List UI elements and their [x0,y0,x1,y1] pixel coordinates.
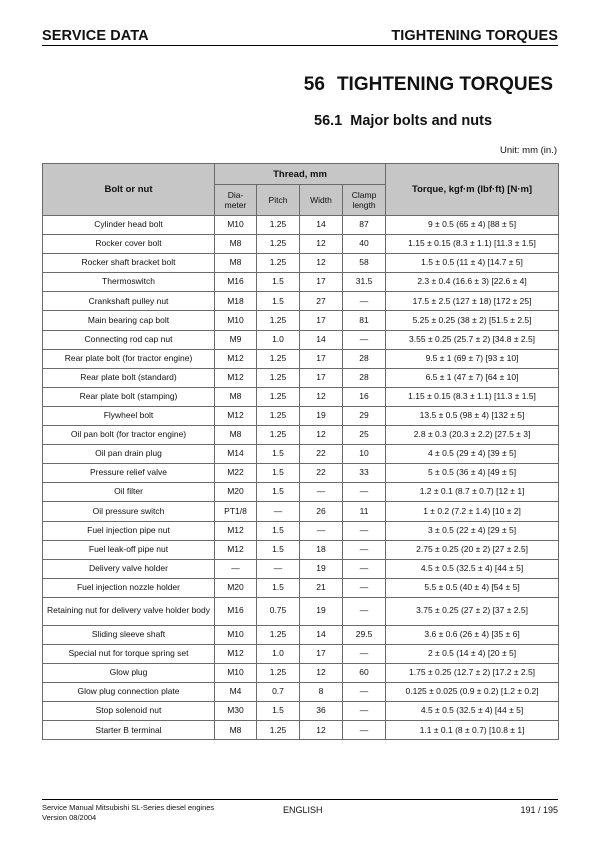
bolt-name-cell: Fuel injection pipe nut [43,521,215,540]
torque-value-cell: 4.5 ± 0.5 (32.5 ± 4) [44 ± 5] [386,702,559,721]
torque-value-cell: 4 ± 0.5 (29 ± 4) [39 ± 5] [386,445,559,464]
clamp-length-cell: 10 [343,445,386,464]
pitch-cell: 1.25 [257,254,300,273]
width-cell: 12 [300,235,343,254]
pitch-cell: 1.5 [257,292,300,311]
bolt-name-cell: Special nut for torque spring set [43,644,215,663]
torque-value-cell: 0.125 ± 0.025 (0.9 ± 0.2) [1.2 ± 0.2] [386,683,559,702]
clamp-length-cell: 28 [343,368,386,387]
diameter-cell: M8 [215,254,257,273]
bolt-name-cell: Cylinder head bolt [43,216,215,235]
bolt-name-cell: Fuel injection nozzle holder [43,578,215,597]
clamp-length-cell: 33 [343,464,386,483]
table-row [43,216,559,235]
table-row [43,235,559,254]
torque-value-cell: 1 ± 0.2 (7.2 ± 1.4) [10 ± 2] [386,502,559,521]
footer-page-number: 191 / 195 [520,805,558,815]
diameter-cell: M12 [215,406,257,425]
footer-manual-info [42,803,214,823]
thread-header: Thread, mm [215,164,386,185]
diameter-cell: M16 [215,597,257,625]
page-header [42,27,558,46]
bolt-name-cell: Oil filter [43,483,215,502]
bolt-name-cell: Oil pan drain plug [43,445,215,464]
torque-value-cell: 9 ± 0.5 (65 ± 4) [88 ± 5] [386,216,559,235]
clamp-length-cell: — [343,644,386,663]
width-cell: 19 [300,597,343,625]
footer-divider [42,799,558,800]
torque-table [42,163,559,740]
bolt-name-cell: Oil pan bolt (for tractor engine) [43,426,215,445]
bolt-name-cell: Rocker shaft bracket bolt [43,254,215,273]
diameter-cell: M10 [215,625,257,644]
footer-language: ENGLISH [283,805,323,815]
width-cell: — [300,521,343,540]
torque-value-cell: 3.75 ± 0.25 (27 ± 2) [37 ± 2.5] [386,597,559,625]
width-cell: 27 [300,292,343,311]
bolt-name-cell: Main bearing cap bolt [43,311,215,330]
diameter-cell: M10 [215,216,257,235]
diameter-cell: — [215,559,257,578]
torque-value-cell: 17.5 ± 2.5 (127 ± 18) [172 ± 25] [386,292,559,311]
section-number: 56.1 [314,113,343,129]
table-row [43,349,559,368]
clamp-length-cell: 29 [343,406,386,425]
clamp-length-cell: — [343,521,386,540]
width-header: Width [300,185,343,216]
pitch-cell: 1.5 [257,521,300,540]
pitch-cell: 1.5 [257,540,300,559]
header-right-title: TIGHTENING TORQUES [391,28,558,44]
width-cell: 18 [300,540,343,559]
pitch-cell: 1.5 [257,273,300,292]
torque-value-cell: 6.5 ± 1 (47 ± 7) [64 ± 10] [386,368,559,387]
clamp-length-cell: 40 [343,235,386,254]
chapter-number: 56 [303,74,325,95]
table-row [43,721,559,740]
width-cell: 21 [300,578,343,597]
clamp-length-cell: — [343,683,386,702]
width-cell: 12 [300,426,343,445]
clamp-length-cell: 31.5 [343,273,386,292]
bolt-name-cell: Pressure relief valve [43,464,215,483]
table-row [43,330,559,349]
clamp-length-cell: — [343,597,386,625]
chapter-title: TIGHTENING TORQUES [336,74,553,95]
clamp-length-cell: — [343,578,386,597]
table-row [43,387,559,406]
pitch-cell: 1.0 [257,330,300,349]
bolt-name-cell: Flywheel bolt [43,406,215,425]
clamp-length-cell: 25 [343,426,386,445]
bolt-name-cell: Rear plate bolt (standard) [43,368,215,387]
diameter-cell: M10 [215,664,257,683]
bolt-name-cell: Thermoswitch [43,273,215,292]
diameter-cell: M8 [215,235,257,254]
torque-value-cell: 9.5 ± 1 (69 ± 7) [93 ± 10] [386,349,559,368]
bolt-name-cell: Starter B terminal [43,721,215,740]
clamp-length-cell: 87 [343,216,386,235]
header-left-title: SERVICE DATA [42,28,149,44]
table-row [43,311,559,330]
pitch-cell: — [257,559,300,578]
pitch-cell: 1.0 [257,644,300,663]
table-row [43,483,559,502]
pitch-cell: 1.5 [257,702,300,721]
width-cell: 17 [300,273,343,292]
torque-value-cell: 1.5 ± 0.5 (11 ± 4) [14.7 ± 5] [386,254,559,273]
footer-version: Version 08/2004 [42,812,97,822]
width-cell: 12 [300,664,343,683]
diameter-cell: M8 [215,721,257,740]
width-cell: 22 [300,445,343,464]
bolt-name-cell: Crankshaft pulley nut [43,292,215,311]
table-row [43,502,559,521]
pitch-cell: 1.25 [257,721,300,740]
width-cell: — [300,483,343,502]
diameter-cell: M22 [215,464,257,483]
diameter-cell: M12 [215,368,257,387]
footer-manual-title: Service Manual Mitsubishi SL-Series diesel engines [42,803,215,812]
pitch-cell: 1.25 [257,349,300,368]
diameter-cell: PT1/8 [215,502,257,521]
table-row [43,368,559,387]
table-row [43,597,559,625]
table-row [43,406,559,425]
width-cell: 14 [300,330,343,349]
bolt-name-cell: Fuel leak-off pipe nut [43,540,215,559]
width-cell: 17 [300,311,343,330]
bolt-name-cell: Glow plug [43,664,215,683]
pitch-cell: 0.7 [257,683,300,702]
table-row [43,683,559,702]
table-row [43,273,559,292]
width-cell: 12 [300,721,343,740]
torque-value-cell: 2.75 ± 0.25 (20 ± 2) [27 ± 2.5] [386,540,559,559]
clamp-length-cell: 60 [343,664,386,683]
width-cell: 17 [300,349,343,368]
pitch-cell: 1.5 [257,464,300,483]
clamp-length-cell: — [343,540,386,559]
bolt-name-cell: Rear plate bolt (for tractor engine) [43,349,215,368]
pitch-cell: 1.25 [257,235,300,254]
table-header-row [43,164,559,185]
diameter-cell: M12 [215,349,257,368]
torque-header: Torque, kgf·m (lbf·ft) [N·m] [386,164,559,216]
diameter-cell: M30 [215,702,257,721]
torque-value-cell: 2.8 ± 0.3 (20.3 ± 2.2) [27.5 ± 3] [386,426,559,445]
clamp-length-cell: 58 [343,254,386,273]
diameter-cell: M8 [215,426,257,445]
table-row [43,644,559,663]
bolt-header: Bolt or nut [43,164,215,216]
torque-value-cell: 1.2 ± 0.1 (8.7 ± 0.7) [12 ± 1] [386,483,559,502]
clamp-length-cell: 29.5 [343,625,386,644]
width-cell: 19 [300,406,343,425]
table-row [43,664,559,683]
table-row [43,292,559,311]
pitch-cell: 1.5 [257,445,300,464]
width-cell: 12 [300,387,343,406]
bolt-name-cell: Rocker cover bolt [43,235,215,254]
bolt-name-cell: Retaining nut for delivery valve holder body [43,597,215,625]
pitch-cell: 1.5 [257,578,300,597]
diameter-cell: M20 [215,578,257,597]
unit-note: Unit: mm (in.) [500,145,557,156]
table-row [43,445,559,464]
diameter-cell: M10 [215,311,257,330]
torque-value-cell: 4.5 ± 0.5 (32.5 ± 4) [44 ± 5] [386,559,559,578]
table-row [43,702,559,721]
table-row [43,521,559,540]
clamp-header: Clamp length [343,185,386,216]
torque-value-cell: 3.55 ± 0.25 (25.7 ± 2) [34.8 ± 2.5] [386,330,559,349]
torque-value-cell: 13.5 ± 0.5 (98 ± 4) [132 ± 5] [386,406,559,425]
diameter-cell: M12 [215,540,257,559]
pitch-cell: — [257,502,300,521]
width-cell: 19 [300,559,343,578]
pitch-cell: 1.25 [257,426,300,445]
diameter-cell: M18 [215,292,257,311]
clamp-length-cell: — [343,559,386,578]
width-cell: 36 [300,702,343,721]
diameter-cell: M9 [215,330,257,349]
torque-table-body [43,216,559,740]
clamp-length-cell: — [343,702,386,721]
bolt-name-cell: Oil pressure switch [43,502,215,521]
torque-value-cell: 2 ± 0.5 (14 ± 4) [20 ± 5] [386,644,559,663]
clamp-length-cell: — [343,483,386,502]
torque-value-cell: 1.15 ± 0.15 (8.3 ± 1.1) [11.3 ± 1.5] [386,387,559,406]
torque-value-cell: 1.75 ± 0.25 (12.7 ± 2) [17.2 ± 2.5] [386,664,559,683]
clamp-length-cell: 81 [343,311,386,330]
chapter-heading [304,74,553,96]
diameter-header: Dia- meter [215,185,257,216]
table-row [43,540,559,559]
width-cell: 14 [300,625,343,644]
torque-value-cell: 2.3 ± 0.4 (16.6 ± 3) [22.6 ± 4] [386,273,559,292]
torque-value-cell: 5 ± 0.5 (36 ± 4) [49 ± 5] [386,464,559,483]
diameter-cell: M12 [215,644,257,663]
diameter-cell: M4 [215,683,257,702]
width-cell: 8 [300,683,343,702]
bolt-name-cell: Connecting rod cap nut [43,330,215,349]
pitch-cell: 0.75 [257,597,300,625]
table-row [43,426,559,445]
bolt-name-cell: Rear plate bolt (stamping) [43,387,215,406]
table-row [43,625,559,644]
width-cell: 12 [300,254,343,273]
width-cell: 26 [300,502,343,521]
torque-value-cell: 5.5 ± 0.5 (40 ± 4) [54 ± 5] [386,578,559,597]
width-cell: 17 [300,368,343,387]
pitch-cell: 1.25 [257,368,300,387]
pitch-cell: 1.25 [257,387,300,406]
bolt-name-cell: Delivery valve holder [43,559,215,578]
clamp-length-cell: — [343,330,386,349]
table-row [43,559,559,578]
torque-value-cell: 3 ± 0.5 (22 ± 4) [29 ± 5] [386,521,559,540]
clamp-length-cell: 28 [343,349,386,368]
bolt-name-cell: Sliding sleeve shaft [43,625,215,644]
diameter-cell: M12 [215,521,257,540]
torque-value-cell: 5.25 ± 0.25 (38 ± 2) [51.5 ± 2.5] [386,311,559,330]
pitch-cell: 1.25 [257,311,300,330]
torque-value-cell: 3.6 ± 0.6 (26 ± 4) [35 ± 6] [386,625,559,644]
clamp-length-cell: 11 [343,502,386,521]
diameter-cell: M8 [215,387,257,406]
bolt-name-cell: Stop solenoid nut [43,702,215,721]
table-row [43,578,559,597]
pitch-cell: 1.5 [257,483,300,502]
pitch-cell: 1.25 [257,664,300,683]
pitch-cell: 1.25 [257,406,300,425]
diameter-cell: M14 [215,445,257,464]
diameter-cell: M16 [215,273,257,292]
table-row [43,464,559,483]
clamp-length-cell: 16 [343,387,386,406]
section-heading [314,113,492,129]
width-cell: 22 [300,464,343,483]
clamp-length-cell: — [343,292,386,311]
torque-value-cell: 1.1 ± 0.1 (8 ± 0.7) [10.8 ± 1] [386,721,559,740]
width-cell: 17 [300,644,343,663]
diameter-cell: M20 [215,483,257,502]
bolt-name-cell: Glow plug connection plate [43,683,215,702]
clamp-length-cell: — [343,721,386,740]
width-cell: 14 [300,216,343,235]
table-row [43,254,559,273]
section-title: Major bolts and nuts [350,113,493,129]
pitch-header: Pitch [257,185,300,216]
torque-value-cell: 1.15 ± 0.15 (8.3 ± 1.1) [11.3 ± 1.5] [386,235,559,254]
pitch-cell: 1.25 [257,216,300,235]
pitch-cell: 1.25 [257,625,300,644]
